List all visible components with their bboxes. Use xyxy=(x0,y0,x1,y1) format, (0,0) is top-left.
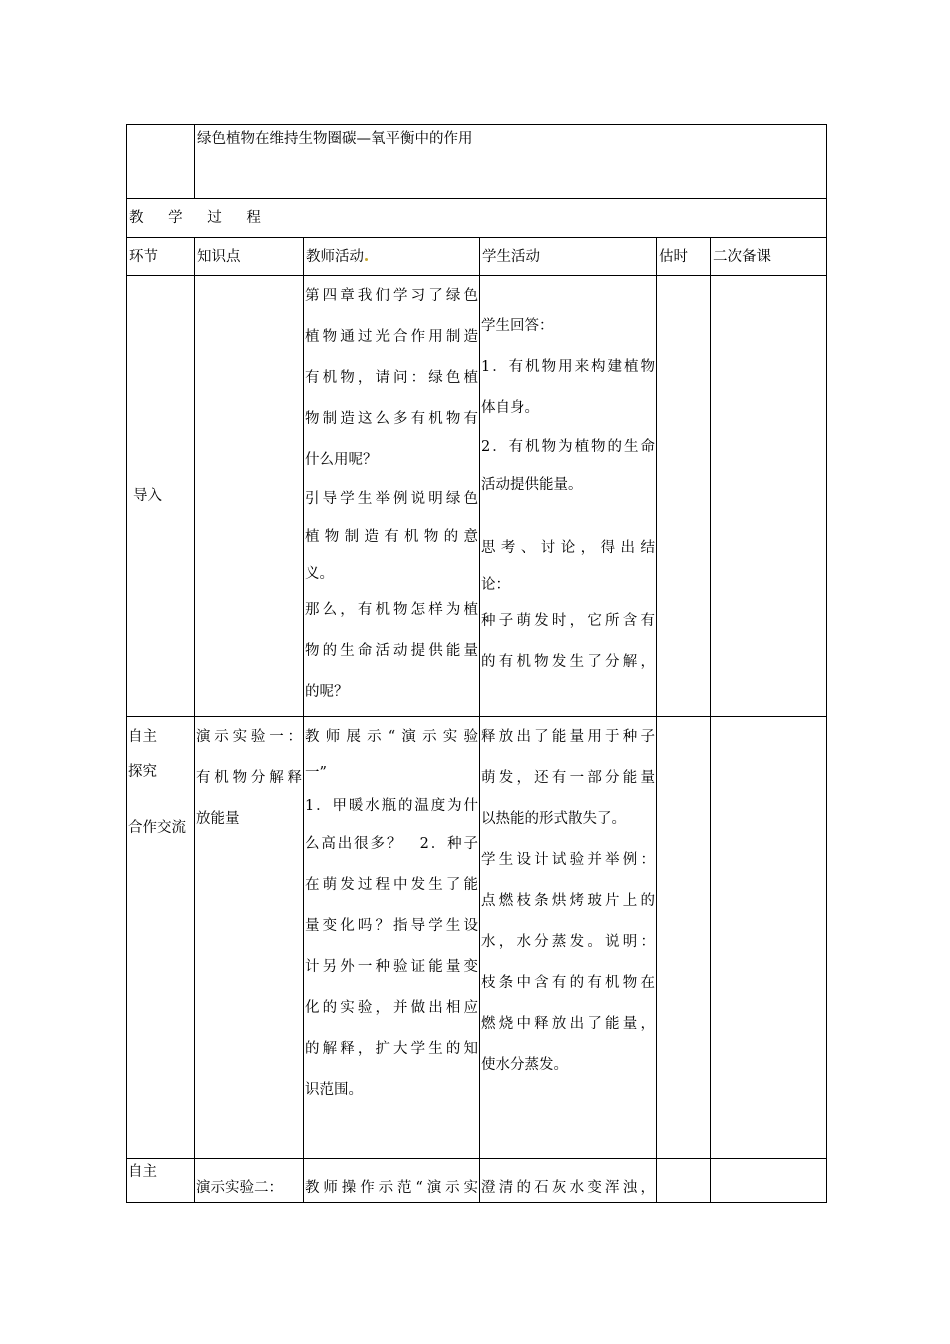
section-title: 教 学 过 程 xyxy=(129,210,271,226)
list-item: 第四章我们学习了绿色 xyxy=(305,288,478,304)
teacher-text: 教师操作示范“演示实 xyxy=(305,1180,478,1196)
list-item: 量变化吗？指导学生设 xyxy=(305,918,478,934)
list-item: 水，水分蒸发。说明： xyxy=(481,934,655,950)
list-item: 枝条中含有的有机物在 xyxy=(481,975,655,991)
list-item: 1．甲暖水瓶的温度为什 xyxy=(305,798,478,814)
backup-cell xyxy=(711,717,827,1159)
header-teacher xyxy=(304,238,480,276)
knowledge-cell xyxy=(195,717,304,1159)
list-item: 一” xyxy=(305,765,327,781)
list-item: 物的生命活动提供能量 xyxy=(305,643,478,659)
list-item: 使水分蒸发。 xyxy=(481,1057,568,1073)
backup-cell xyxy=(711,276,827,717)
list-item: 思考、讨论，得出结 xyxy=(481,540,655,556)
list-item: 种子萌发时，它所含有 xyxy=(481,613,655,629)
list-item: 合作交流 xyxy=(128,820,186,836)
knowledge-text: 演示实验二： xyxy=(196,1180,283,1196)
list-item: 物制造这么多有机物有 xyxy=(305,411,478,427)
time-cell xyxy=(657,276,711,717)
list-item: 识范围。 xyxy=(305,1082,363,1098)
list-item xyxy=(128,786,193,808)
header-teacher-label: 教师活动 xyxy=(306,248,364,265)
list-item: 学生设计试验并举例： xyxy=(481,852,655,868)
list-item: 的解释，扩大学生的知 xyxy=(305,1041,478,1057)
link-cell xyxy=(127,1159,195,1203)
knowledge-cell xyxy=(195,276,304,717)
topic-row xyxy=(127,125,827,199)
list-item: 的呢？ xyxy=(305,684,349,700)
link-lines xyxy=(127,717,194,849)
link-text: 自主 xyxy=(128,1164,157,1180)
list-item: 2．有机物为植物的生命 xyxy=(481,439,655,455)
student-cell xyxy=(480,717,657,1159)
list-item xyxy=(481,276,655,306)
lesson-plan-page xyxy=(126,124,826,1203)
backup-cell xyxy=(711,1159,827,1203)
list-item: 什么用呢？ xyxy=(305,452,378,468)
student-text: 澄清的石灰水变浑浊， xyxy=(481,1180,655,1196)
list-item: 么高出很多？ 2．种子 xyxy=(305,836,478,852)
header-time: 估时 xyxy=(657,238,711,276)
list-item: 有机物，请问：绿色植 xyxy=(305,370,478,386)
teacher-cell xyxy=(304,717,480,1159)
teacher-lines xyxy=(304,276,479,713)
teacher-cell xyxy=(304,276,480,717)
list-item: 放能量 xyxy=(196,811,240,827)
list-item: 在萌发过程中发生了能 xyxy=(305,877,478,893)
knowledge-cell xyxy=(195,1159,304,1203)
column-header-row xyxy=(127,238,827,276)
list-item: 探究 xyxy=(128,764,157,780)
list-item: 释放出了能量用于种子 xyxy=(481,729,655,745)
list-item: 燃烧中释放出了能量， xyxy=(481,1016,655,1032)
list-item: 论： xyxy=(481,577,510,593)
list-item: 的有机物发生了分解， xyxy=(481,654,655,670)
link-cell xyxy=(127,717,195,1159)
list-item xyxy=(481,506,655,528)
student-lines xyxy=(480,717,656,1086)
mark-dot xyxy=(365,258,368,261)
section-title-row xyxy=(127,199,827,238)
list-item: 以热能的形式散失了。 xyxy=(481,811,626,827)
header-link: 环节 xyxy=(127,238,195,276)
list-item: 植物制造有机物的意 xyxy=(305,529,478,545)
list-item: 点燃枝条烘烤玻片上的 xyxy=(481,893,655,909)
list-item: 演示实验一： xyxy=(196,729,302,745)
topic-label-cell xyxy=(127,125,195,199)
topic-cell: 绿色植物在维持生物圈碳—氧平衡中的作用 xyxy=(195,125,827,199)
header-backup: 二次备课 xyxy=(711,238,827,276)
table-row xyxy=(127,276,827,717)
list-item: 义。 xyxy=(305,566,334,582)
student-lines xyxy=(480,276,656,683)
section-title-cell xyxy=(127,199,827,238)
student-cell xyxy=(480,276,657,717)
time-cell xyxy=(657,717,711,1159)
list-item: 学生回答： xyxy=(481,318,554,334)
list-item: 萌发，还有一部分能量 xyxy=(481,770,655,786)
list-item: 植物通过光合作用制造 xyxy=(305,329,478,345)
list-item: 引导学生举例说明绿色 xyxy=(305,491,478,507)
list-item: 1．有机物用来构建植物 xyxy=(481,359,655,375)
header-student: 学生活动 xyxy=(480,238,657,276)
teacher-lines xyxy=(304,717,479,1111)
teacher-cell xyxy=(304,1159,480,1203)
list-item: 化的实验，并做出相应 xyxy=(305,1000,478,1016)
list-item: 自主 xyxy=(128,729,157,745)
list-item: 那么，有机物怎样为植 xyxy=(305,602,478,618)
header-knowledge: 知识点 xyxy=(195,238,304,276)
knowledge-lines xyxy=(195,717,303,840)
table-row xyxy=(127,717,827,1159)
table-row xyxy=(127,1159,827,1203)
list-item: 有机物分解释 xyxy=(196,770,302,786)
time-cell xyxy=(657,1159,711,1203)
list-item: 体自身。 xyxy=(481,400,539,416)
list-item: 活动提供能量。 xyxy=(481,477,583,493)
student-cell xyxy=(480,1159,657,1203)
lesson-plan-table xyxy=(126,124,827,1203)
link-cell xyxy=(127,276,195,717)
link-text: 导入 xyxy=(133,487,162,504)
list-item: 教师展示“演示实验 xyxy=(305,729,478,745)
list-item: 计另外一种验证能量变 xyxy=(305,959,478,975)
